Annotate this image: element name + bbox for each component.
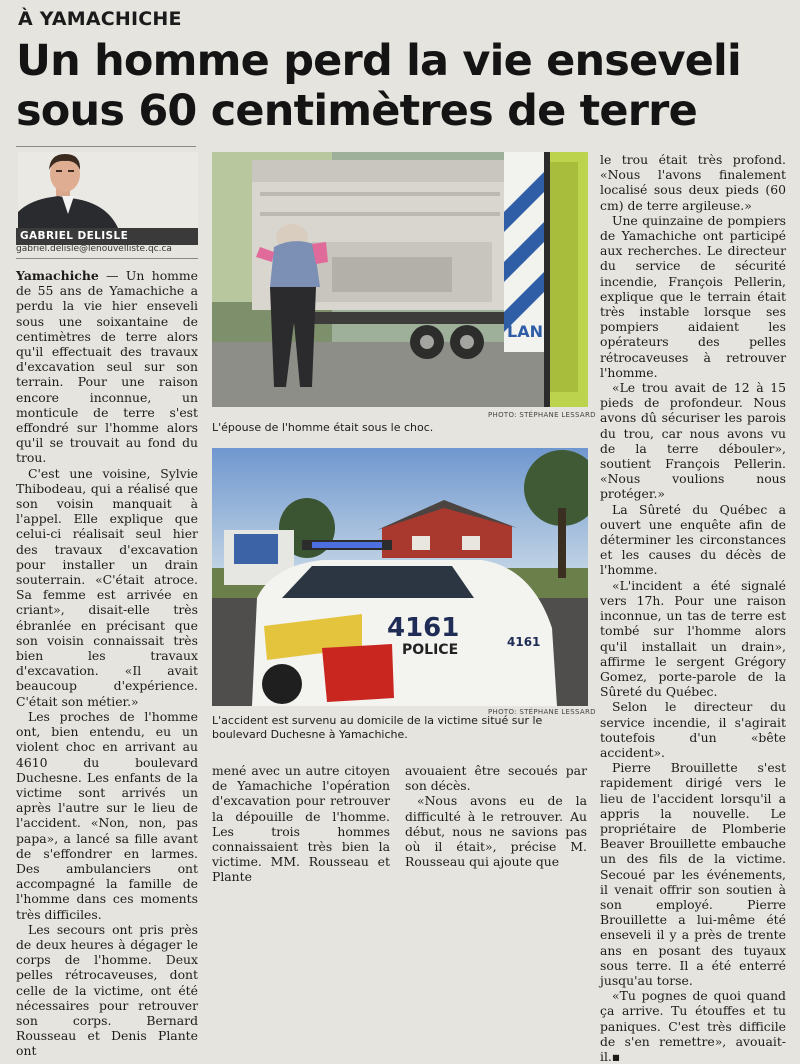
divider	[16, 258, 198, 259]
paragraph: La Sûreté du Québec a ouvert une enquête afin de déterminer les circonstances et les causes du décès de l'homme.	[600, 501, 786, 578]
car-number: 4161	[387, 613, 460, 643]
paragraph: Pierre Brouillette s'est rapidement dirigé vers le lieu de l'accident lorsqu'il a appris la nouvelle. Le propriétaire de Plomberie Beaver Brouillette embauche un des fils de la victime. Secoué par les événements, il venait offrir son soutien à son employé. Pierre Brouillette a lui-même été enseveli il y a près de trente ans en posant des tuyaux sous terre. Il a été enterré jusqu'au torse.	[600, 760, 786, 988]
paragraph: Une quinzaine de pompiers de Yamachiche ont participé aux recherches. Le directeur du service de sécurité incendie, François Pellerin, explique que le terrain était très instable lorsque ses pompiers aidaient les opérateurs des pelles rétrocaveuses à retrouver l'homme.	[600, 212, 786, 380]
section-kicker: À YAMACHICHE	[18, 8, 182, 30]
headline: Un homme perd la vie enseveli sous 60 centimètres de terre	[16, 36, 741, 136]
truck-lettering: LAN	[507, 322, 543, 341]
article-column-1	[16, 268, 198, 1059]
paragraph: «Le trou avait de 12 à 15 pieds de profondeur. Nous avons dû sécuriser les parois du trou, car nous avons vu de la terre débouler», soutient François Pellerin. «Nous voulions nous protéger.»	[600, 380, 786, 502]
article-column-4	[600, 152, 786, 1064]
paragraph: «L'incident a été signalé vers 17h. Pour une raison inconnue, un tas de terre est tombé sur l'homme alors qu'il installait un drain», affirme le sergent Grégory Gomez, porte-parole de la Sûreté du Québec.	[600, 577, 786, 700]
paragraph: avouaient être secoués par son décès.	[405, 763, 587, 794]
car-number-small: 4161	[507, 635, 541, 649]
photo-credit: PHOTO: STÉPHANE LESSARD	[488, 708, 596, 716]
author-name: GABRIEL DELISLE	[16, 228, 198, 245]
author-photo	[18, 152, 198, 228]
author-email: gabriel.delisle@lenouvelliste.qc.ca	[16, 244, 172, 254]
photo-caption: L'accident est survenu au domicile de la victime situé sur le boulevard Duchesne à Yamachiche.	[212, 714, 543, 741]
dateline: Yamachiche	[16, 268, 99, 283]
photo-police-car	[212, 448, 588, 706]
article-column-3	[405, 763, 587, 869]
paragraph: Les proches de l'homme ont, bien entendu, eu un violent choc en arrivant au 4610 du boulevard Duchesne. Les enfants de la victime sont arrivés un après l'autre sur le lieu de l'accident. «Non, non, pas papa», a lancé sa fille avant de s'effondrer en larmes. Des ambulanciers ont accompagné la famille de l'homme dans ces moments très difficiles.	[16, 708, 198, 922]
paragraph: Les secours ont pris près de deux heures à dégager le corps de l'homme. Deux pelles rétrocaveuses, dont celle de la victime, ont été nécessaires pour retrouver son corps. Bernard Rousseau et Denis Plante ont	[16, 921, 198, 1059]
divider	[16, 146, 196, 147]
photo-credit: PHOTO: STÉPHANE LESSARD	[488, 411, 596, 419]
paragraph: C'est une voisine, Sylvie Thibodeau, qui a réalisé que son voisin manquait à l'appel. Elle explique que celui-ci réalisait seul hier des travaux d'excavation pour installer un drain souterrain. «C'était atroce. Sa femme est arrivée en criant», disait-elle très ébranlée en précisant que son voisin connaissait très bien les travaux d'excavation. «Il avait beaucoup d'expérience. C'était son métier.»	[16, 465, 198, 709]
paragraph: le trou était très profond. «Nous l'avons finalement localisé sous deux pieds (60 cm) de terre argileuse.»	[600, 152, 786, 213]
paragraph: mené avec un autre citoyen de Yamachiche l'opération d'excavation pour retrouver la dépouille de l'homme. Les trois hommes connaissaient très bien la victime. MM. Rousseau et Plante	[212, 763, 390, 885]
paragraph: «Tu pognes de quoi quand ça arrive. Tu étouffes et tu paniques. C'est très difficile de s'en remettre», avouait-il.▪	[600, 988, 786, 1064]
photo-caption: L'épouse de l'homme était sous le choc.	[212, 421, 434, 434]
paragraph: Yamachiche — Un homme de 55 ans de Yamachiche a perdu la vie hier enseveli sous une soixantaine de centimètres de terre alors qu'il effectuait des travaux d'excavation seul sur son terrain. Pour une raison encore inconnue, un monticule de terre s'est effondré sur l'homme alors qu'il se trouvait au fond du trou.	[16, 268, 198, 466]
paragraph: Selon le directeur du service incendie, il s'agirait toutefois d'un «bête accident».	[600, 699, 786, 760]
photo-couple-hugging	[212, 152, 588, 407]
car-police-label: POLICE	[402, 642, 459, 658]
article-column-2	[212, 763, 390, 885]
paragraph: «Nous avons eu de la difficulté à le retrouver. Au début, nous ne savions pas où il était», précise M. Rousseau qui ajoute que	[405, 793, 587, 870]
